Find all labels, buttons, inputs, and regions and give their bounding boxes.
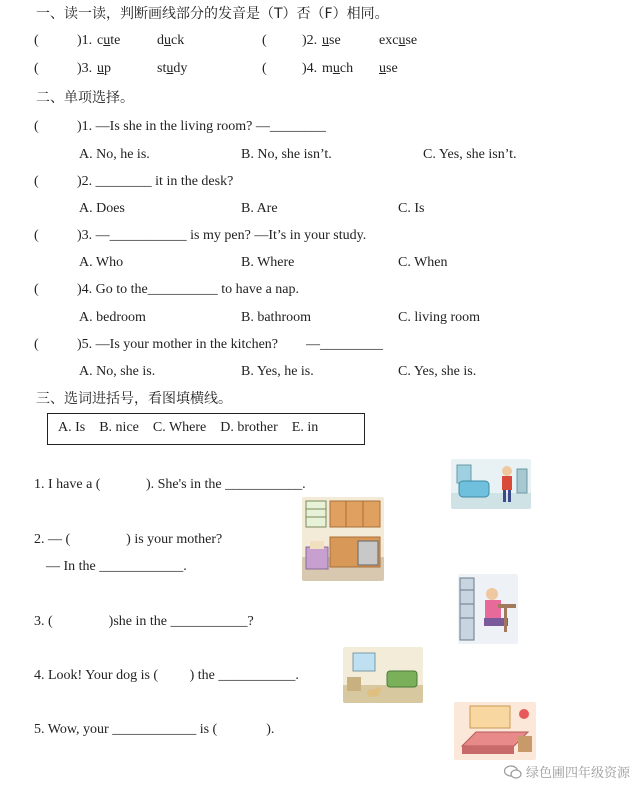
fill-q3: 3. ( )she in the ___________? [34, 614, 254, 629]
mc4-option-c: C. living room [398, 310, 481, 325]
mc3-option-b: B. Where [241, 255, 295, 270]
mc5-question: )5. —Is your mother in the kitchen? —_________ [77, 337, 384, 352]
q1-number: )1. [77, 33, 93, 48]
mc3-option-a: A. Who [79, 255, 124, 270]
study-picture [458, 574, 518, 644]
mc2-option-a: A. Does [79, 201, 125, 216]
paren-4: ( [262, 61, 267, 76]
paren-2: ( [262, 33, 267, 48]
fill-q4: 4. Look! Your dog is ( ) the ___________. [34, 668, 299, 683]
mc1-option-a: A. No, he is. [79, 147, 150, 162]
section-3-title: 三、选词进括号，看图填横线。 [36, 391, 232, 407]
mc3-question: )3. —___________ is my pen? —It’s in your study. [77, 228, 367, 243]
word-options: A. Is B. nice C. Where D. brother E. in [58, 420, 319, 435]
fill-q1: 1. I have a ( ). She's in the ___________. [34, 477, 306, 492]
q4-word2: use [379, 61, 398, 76]
mc4-option-a: A. bedroom [79, 310, 146, 325]
fill-q5: 5. Wow, your ____________ is ( ). [34, 722, 275, 737]
mc2-option-c: C. Is [398, 201, 425, 216]
mc5-option-b: B. Yes, he is. [241, 364, 314, 379]
q2-number: )2. [302, 33, 318, 48]
q1-word1: cute [97, 33, 121, 48]
watermark [504, 762, 630, 781]
q4-word1: much [322, 61, 354, 76]
mc1-question: )1. —Is she in the living room? —________ [77, 119, 326, 134]
q2-word2: excuse [379, 33, 418, 48]
fill-q2a: 2. — ( ) is your mother? [34, 532, 223, 547]
mc5-option-c: C. Yes, she is. [398, 364, 477, 379]
mc4-question: )4. Go to the__________ to have a nap. [77, 282, 300, 297]
kitchen-picture [302, 497, 384, 581]
q3-number: )3. [77, 61, 93, 76]
q4-number: )4. [302, 61, 318, 76]
mc2-question: )2. ________ it in the desk? [77, 174, 234, 189]
mc4-option-b: B. bathroom [241, 310, 311, 325]
q3-word1: up [97, 61, 111, 76]
wechat-icon [504, 765, 522, 779]
mc5-paren: ( [34, 337, 39, 352]
mc5-option-a: A. No, she is. [79, 364, 156, 379]
q1-word2: duck [157, 33, 185, 48]
paren-1: ( [34, 33, 39, 48]
living-room-picture [343, 647, 423, 703]
mc3-paren: ( [34, 228, 39, 243]
bedroom-picture [454, 702, 536, 760]
mc4-paren: ( [34, 282, 39, 297]
mc3-option-c: C. When [398, 255, 448, 270]
section-2-title: 二、单项选择。 [36, 90, 134, 106]
q2-word1: use [322, 33, 341, 48]
mc2-option-b: B. Are [241, 201, 278, 216]
fill-q2b: — In the ____________. [46, 559, 187, 574]
watermark-text: 绿色圃四年级资源 [525, 766, 630, 781]
q3-word2: study [157, 61, 188, 76]
section-1-title: 一、读一读，判断画线部分的发音是（T）否（F）相同。 [36, 6, 389, 22]
mc1-option-b: B. No, she isn’t. [241, 147, 332, 162]
mc1-option-c: C. Yes, she isn’t. [423, 147, 517, 162]
bathroom-picture [451, 459, 531, 509]
mc1-paren: ( [34, 119, 39, 134]
paren-3: ( [34, 61, 39, 76]
mc2-paren: ( [34, 174, 39, 189]
